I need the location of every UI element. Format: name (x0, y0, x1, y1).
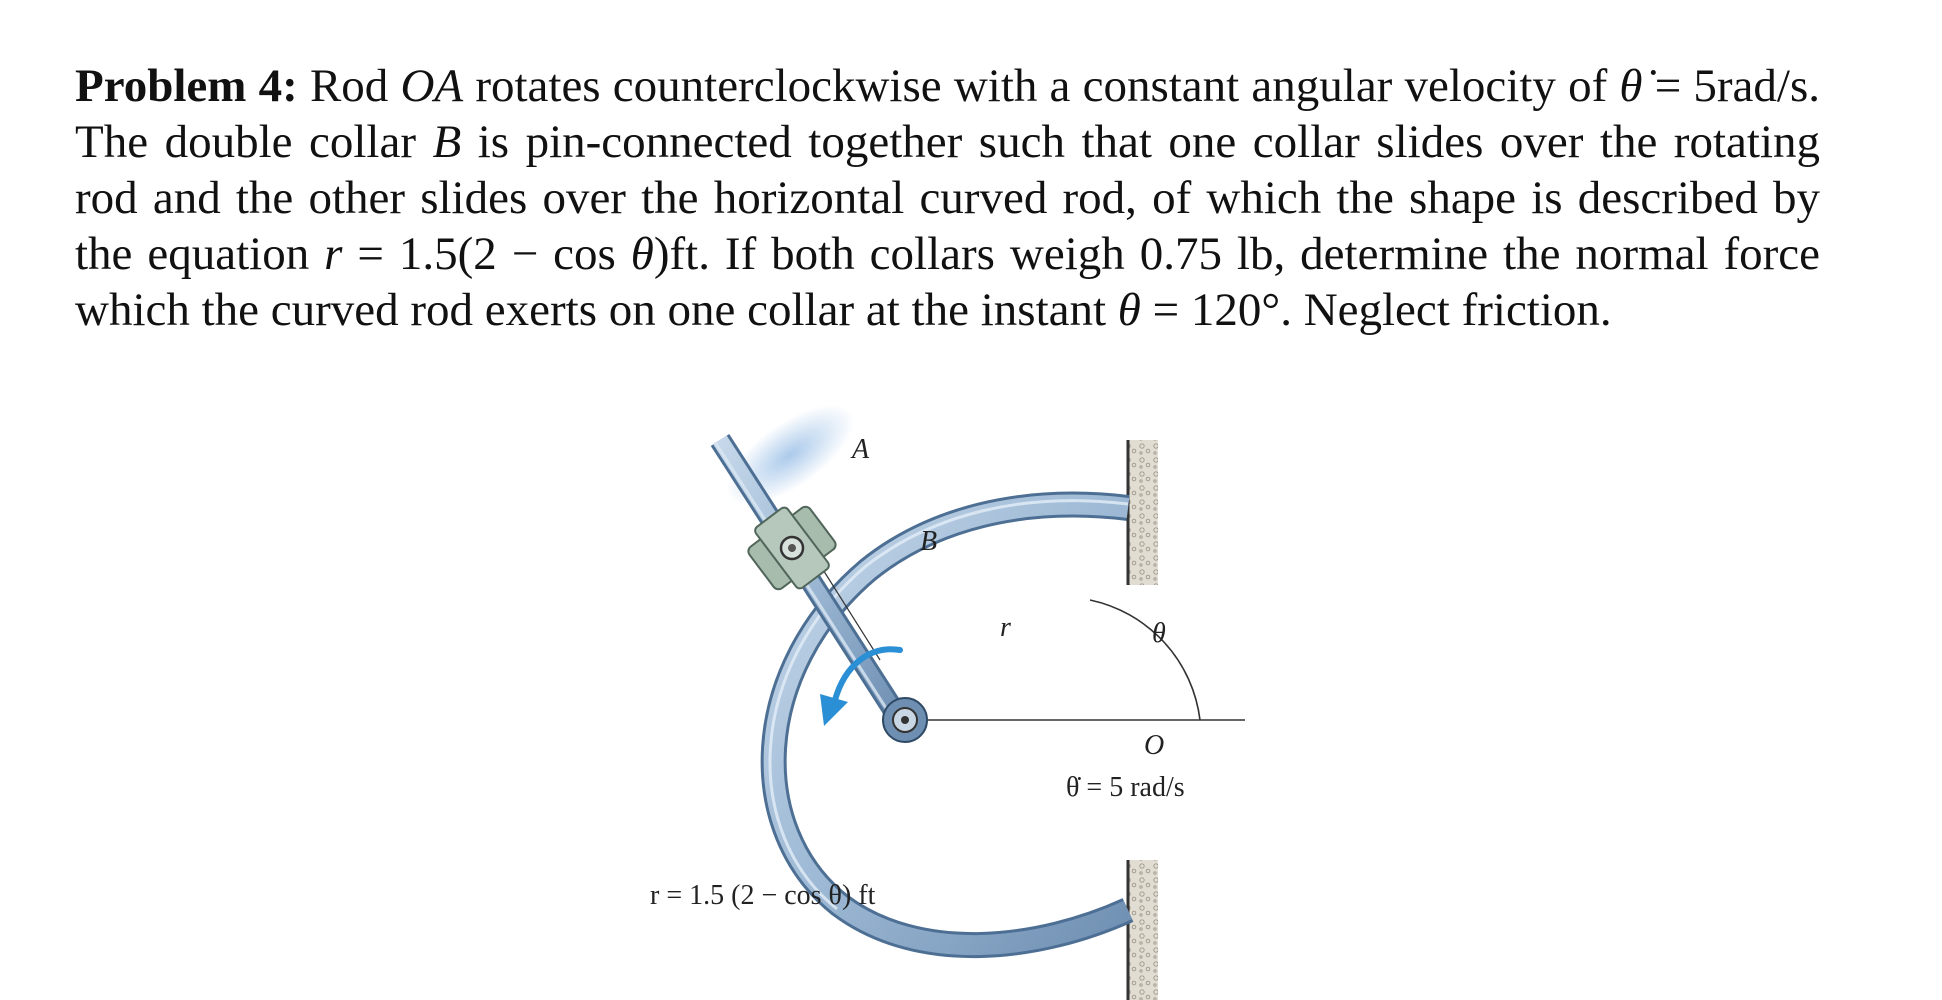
rod-name: OA (400, 60, 464, 112)
label-a: A (852, 434, 870, 465)
label-o: O (1144, 730, 1165, 761)
theta-symbol: θ (630, 228, 654, 280)
theta-symbol-2: θ (1117, 284, 1141, 336)
theta-dot-symbol: θ̇ (1619, 60, 1643, 112)
collar-name: B (432, 116, 462, 168)
problem-text-part5: = 1.5(2 − cos (342, 228, 631, 280)
label-r: r (1000, 612, 1011, 643)
problem-text-part1: Rod (297, 60, 401, 112)
pivot-o (883, 698, 927, 742)
problem-text-part2: rotates counterclockwise with a constant angular velocity of (463, 60, 1620, 112)
angular-velocity-label: θ̇ = 5 rad/s (1066, 772, 1185, 803)
problem-text-part3: = 5rad/s. The double collar (75, 60, 1820, 168)
problem-text-part7: = 120°. Neglect friction. (1140, 284, 1612, 336)
mechanism-figure (620, 400, 1280, 1000)
top-wall (1128, 440, 1158, 585)
curve-equation-label: r = 1.5 (2 − cos θ) ft (650, 880, 876, 911)
label-theta: θ (1152, 618, 1166, 649)
problem-text-part4: is pin-connected together such that one collar slides over the rotating rod and the other slides over the horizontal curved rod, of which the shape is described by the equation (75, 116, 1820, 280)
bottom-wall (1128, 860, 1158, 1000)
r-symbol: r (324, 228, 343, 280)
problem-label: Problem 4: (75, 60, 298, 112)
problem-text-part6: )ft. If both collars weigh 0.75 lb, determine the normal force which the curved rod exerts on one collar at the instant (75, 228, 1820, 336)
problem-statement (75, 58, 1820, 338)
theta-arc (1090, 600, 1200, 720)
label-b: B (920, 526, 938, 557)
